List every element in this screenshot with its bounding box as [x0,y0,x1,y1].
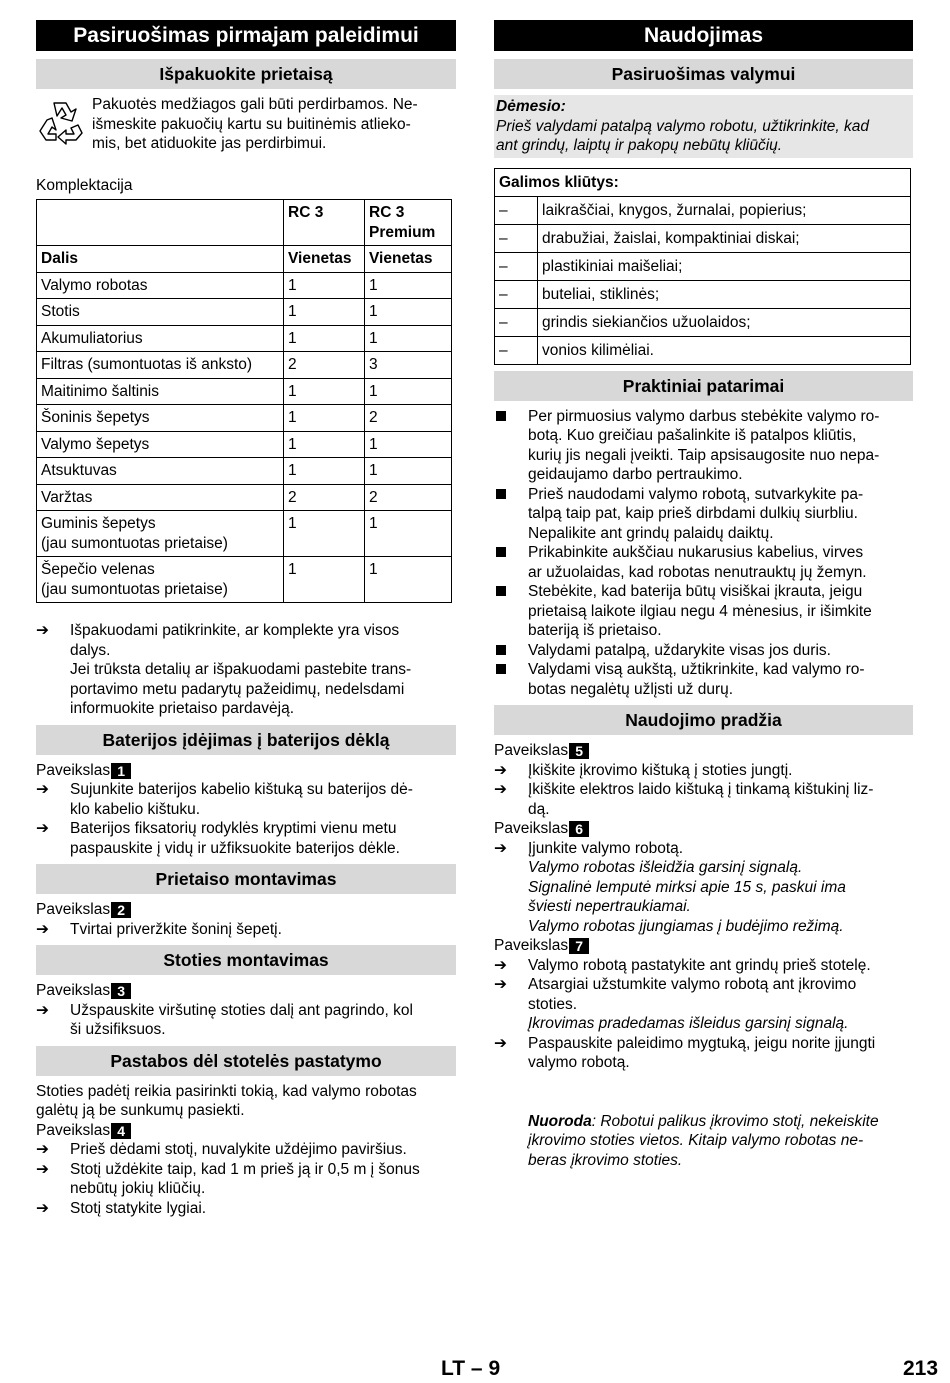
mount-step-1: ➔ Tvirtai priveržkite šoninį šepetį. [36,920,282,938]
obstacle-text: grindis siekiančios užuolaidos; [538,308,911,336]
placement-text: galėtų ją be sunkumų pasiekti. [36,1102,245,1119]
obstacle-row [495,308,911,336]
right-column [494,20,913,1170]
kit-cell-rc3: 1 [284,299,365,326]
square-bullet-icon [496,547,506,557]
figure-ref-6: Paveikslas 6 [494,819,913,839]
recycle-text: Pakuotės medžiagos gali būti perdirbamos. Ne- išmeskite pakuočių kartu su buitinėmis atlieko- mis, bet atiduokite jas perdirbimui. [92,96,418,152]
kit-cell-part: Varžtas [37,484,284,511]
arrow-icon: ➔ [494,976,507,993]
tips-list [494,407,913,700]
figure-ref-7: Paveikslas 7 [494,936,913,956]
heading-unpack: Išpakuokite prietaisą [36,59,456,89]
arrow-icon: ➔ [494,781,507,798]
tip-item: Stebėkite, kad baterija būtų visiškai įkrauta, jeigu prietaisą laikote ilgiau negu 4 mėnesius, ir išimkite bateriją iš prietaiso. [494,582,913,641]
kit-table-row [37,299,452,326]
kit-cell-rc3: 1 [284,405,365,432]
recycle-note [36,95,456,154]
station-step-1: ➔ Užspauskite viršutinę stoties dalį ant pagrindo, kol ši užsifiksuos. [36,1001,413,1038]
kit-cell-part: Valymo robotas [37,272,284,299]
kit-cell-part: Šoninis šepetys [37,405,284,432]
figure-ref-3: Paveikslas 3 [36,981,456,1001]
kit-cell-prem: 2 [365,405,452,432]
obstacle-dash: – [495,308,538,336]
figure-ref-2: Paveikslas 2 [36,900,456,920]
footer-language-page: LT – 9 [441,1357,501,1380]
footer-page-number: 213 [903,1357,939,1380]
kit-table-row [37,352,452,379]
start-step-2: ➔ Įkiškite elektros laido kištuką į tinkamą kištukinį liz- dą. [494,781,874,818]
battery-step-1: ➔ Sujunkite baterijos kabelio kištuką su baterijos dė- klo kabelio kištuku. [36,781,413,818]
start-step-5: ➔ Atsargiai užstumkite valymo robotą ant įkrovimo stoties. Įkrovimas pradedamas išleidus garsinį signalą. [494,976,857,1032]
kit-cell-part: Akumuliatorius [37,325,284,352]
arrow-icon: ➔ [36,1141,49,1158]
arrow-icon: ➔ [494,956,507,974]
obstacle-dash: – [495,336,538,364]
kit-col-premium: RC 3 Premium [365,200,452,246]
obstacle-row [495,280,911,308]
check-contents-step: ➔ Išpakuodami patikrinkite, ar komplekte yra visos dalys. Jei trūksta detalių ar išpakuodami pastebite trans- portavimo metu padarytų pažeidimų, nedelsdami informuokite prietaiso pardavėją. [36,622,412,717]
note-label: Nuoroda [528,1112,592,1130]
start-step-6: ➔ Paspauskite paleidimo mygtuką, jeigu norite įjungti valymo robotą. [494,1034,876,1071]
kit-table-row [37,458,452,485]
left-column [36,20,456,1218]
kit-header-row [37,200,452,246]
kit-cell-prem: 1 [365,557,452,603]
square-bullet-icon [496,664,506,674]
kit-subheader-row: Dalis Vienetas Vienetas [37,246,452,273]
tip-item: Prieš naudodami valymo robotą, sutvarkykite pa- talpą taip pat, kaip prieš dirbdami dulkių siurbliu. Nepalikite ant grindų palaidų daiktų. [494,485,913,544]
kit-cell-rc3: 1 [284,458,365,485]
arrow-icon: ➔ [36,622,49,639]
placement-step-2: ➔ Stotį uždėkite taip, kad 1 m prieš ją ir 0,5 m į šonus nebūtų jokių kliūčių. [36,1160,420,1197]
arrow-icon: ➔ [36,1160,49,1178]
square-bullet-icon [496,586,506,596]
square-bullet-icon [496,411,506,421]
kit-cell-prem: 1 [365,458,452,485]
kit-cell-part: Filtras (sumontuotas iš anksto) [37,352,284,379]
start-step-4: ➔ Valymo robotą pastatykite ant grindų prieš stotelę. [494,956,871,974]
kit-table-row [37,431,452,458]
kit-cell-prem: 1 [365,299,452,326]
start-step-1: ➔ Įkiškite įkrovimo kištuką į stoties jungtį. [494,761,793,779]
arrow-icon: ➔ [36,1199,49,1217]
tip-item: Valydami visą aukštą, užtikrinkite, kad valymo ro- botas negalėtų užlįsti už durų. [494,660,913,699]
kit-table [36,199,452,603]
tip-item: Valydami patalpą, uždarykite visas jos duris. [494,641,913,661]
heading-tips: Praktiniai patarimai [494,371,913,401]
kit-cell-rc3: 1 [284,431,365,458]
arrow-icon: ➔ [36,1001,49,1019]
heading-prep-cleaning: Pasiruošimas valymui [494,59,913,89]
kit-cell-rc3: 1 [284,557,365,603]
kit-cell-prem: 1 [365,272,452,299]
kit-cell-rc3: 2 [284,484,365,511]
kit-table-row [37,272,452,299]
square-bullet-icon [496,645,506,655]
obstacle-text: drabužiai, žaislai, kompaktiniai diskai; [538,224,911,252]
kit-col-rc3: RC 3 [284,200,365,246]
obstacle-dash: – [495,252,538,280]
arrow-icon: ➔ [494,761,507,779]
figure-ref-5: Paveikslas 5 [494,741,913,761]
kit-cell-rc3: 1 [284,272,365,299]
obstacle-text: plastikiniai maišeliai; [538,252,911,280]
kit-table-row [37,378,452,405]
figure-ref-1: Paveikslas 1 [36,761,456,781]
section-title-preparation: Pasiruošimas pirmajam paleidimui [36,20,456,51]
placement-step-3: ➔ Stotį statykite lygiai. [36,1199,207,1217]
placement-step-1: ➔ Prieš dėdami stotį, nuvalykite uždėjimo paviršius. [36,1141,407,1158]
obstacle-dash: – [495,196,538,224]
kit-cell-rc3: 2 [284,352,365,379]
obstacle-dash: – [495,280,538,308]
arrow-icon: ➔ [494,839,507,857]
kit-table-row [37,325,452,352]
obstacle-text: laikraščiai, knygos, žurnalai, popierius; [538,196,911,224]
kit-cell-prem: 3 [365,352,452,379]
arrow-icon: ➔ [36,781,49,798]
tip-item: Per pirmuosius valymo darbus stebėkite valymo ro- botą. Kuo greičiau pašalinkite iš patalpos kliūtis, kurių jis negali įveikti. Taip apsisaugosite nuo nepa- geidaujamo darbo pertraukimo. [494,407,913,485]
arrow-icon: ➔ [36,820,49,837]
figure-ref-4: Paveikslas 4 [36,1121,456,1141]
heading-start: Naudojimo pradžia [494,705,913,735]
kit-cell-part: Valymo šepetys [37,431,284,458]
kit-cell-rc3: 1 [284,325,365,352]
kit-table-row [37,557,452,603]
kit-cell-rc3: 1 [284,378,365,405]
section-title-usage: Naudojimas [494,20,913,51]
start-step-3: ➔ Įjunkite valymo robotą. Valymo robotas išleidžia garsinį signalą. Signalinė lemputė mirksi apie 15 s, paskui ima šviesti nepertraukiamai. Valymo robotas įjungiamas į budėjimo režimą. [494,839,846,935]
obstacle-dash: – [495,224,538,252]
kit-cell-prem: 1 [365,431,452,458]
obstacle-row [495,252,911,280]
kit-cell-prem: 1 [365,511,452,557]
arrow-icon: ➔ [36,920,49,938]
recycle-icon [36,97,84,145]
obstacles-table [494,168,911,365]
kit-cell-part: Atsuktuvas [37,458,284,485]
obstacles-header: Galimos kliūtys: [495,168,911,196]
placement-text: Stoties padėtį reikia pasirinkti tokią, kad valymo robotas [36,1082,417,1100]
square-bullet-icon [496,489,506,499]
kit-cell-prem: 1 [365,378,452,405]
obstacle-row [495,224,911,252]
kit-cell-part: Guminis šepetys (jau sumontuotas prietaise) [37,511,284,557]
arrow-icon: ➔ [494,1034,507,1052]
kit-label: Komplektacija [36,176,133,194]
kit-table-row [37,405,452,432]
tip-item: Prikabinkite aukščiau nukarusius kabelius, virves ar užuolaidas, kad robotas nenutrauktų jų žemyn. [494,543,913,582]
obstacle-row [495,336,911,364]
battery-step-2: ➔ Baterijos fiksatorių rodyklės kryptimi vienu metu paspauskite į vidų ir užfiksuokite baterijos dėkle. [36,820,400,857]
note-block: Nuoroda: Robotui palikus įkrovimo stotį, nekeiskite įkrovimo stoties vietos. Kitaip valymo robotas ne- beras įkrovimo stoties. [528,1112,879,1169]
heading-station: Stoties montavimas [36,945,456,975]
heading-mount: Prietaiso montavimas [36,864,456,894]
kit-cell-part: Šepečio velenas (jau sumontuotas prietaise) [37,557,284,603]
kit-cell-prem: 1 [365,325,452,352]
heading-placement: Pastabos dėl stotelės pastatymo [36,1046,456,1076]
obstacle-text: vonios kilimėliai. [538,336,911,364]
kit-cell-prem: 2 [365,484,452,511]
kit-table-row [37,511,452,557]
obstacle-text: buteliai, stiklinės; [538,280,911,308]
attention-box: Dėmesio: Prieš valydami patalpą valymo robotu, užtikrinkite, kad ant grindų, laiptų ir pakopų nebūtų kliūčių. [494,95,913,158]
kit-table-row [37,484,452,511]
obstacle-row [495,196,911,224]
heading-battery: Baterijos įdėjimas į baterijos dėklą [36,725,456,755]
kit-cell-rc3: 1 [284,511,365,557]
kit-cell-part: Maitinimo šaltinis [37,378,284,405]
kit-cell-part: Stotis [37,299,284,326]
